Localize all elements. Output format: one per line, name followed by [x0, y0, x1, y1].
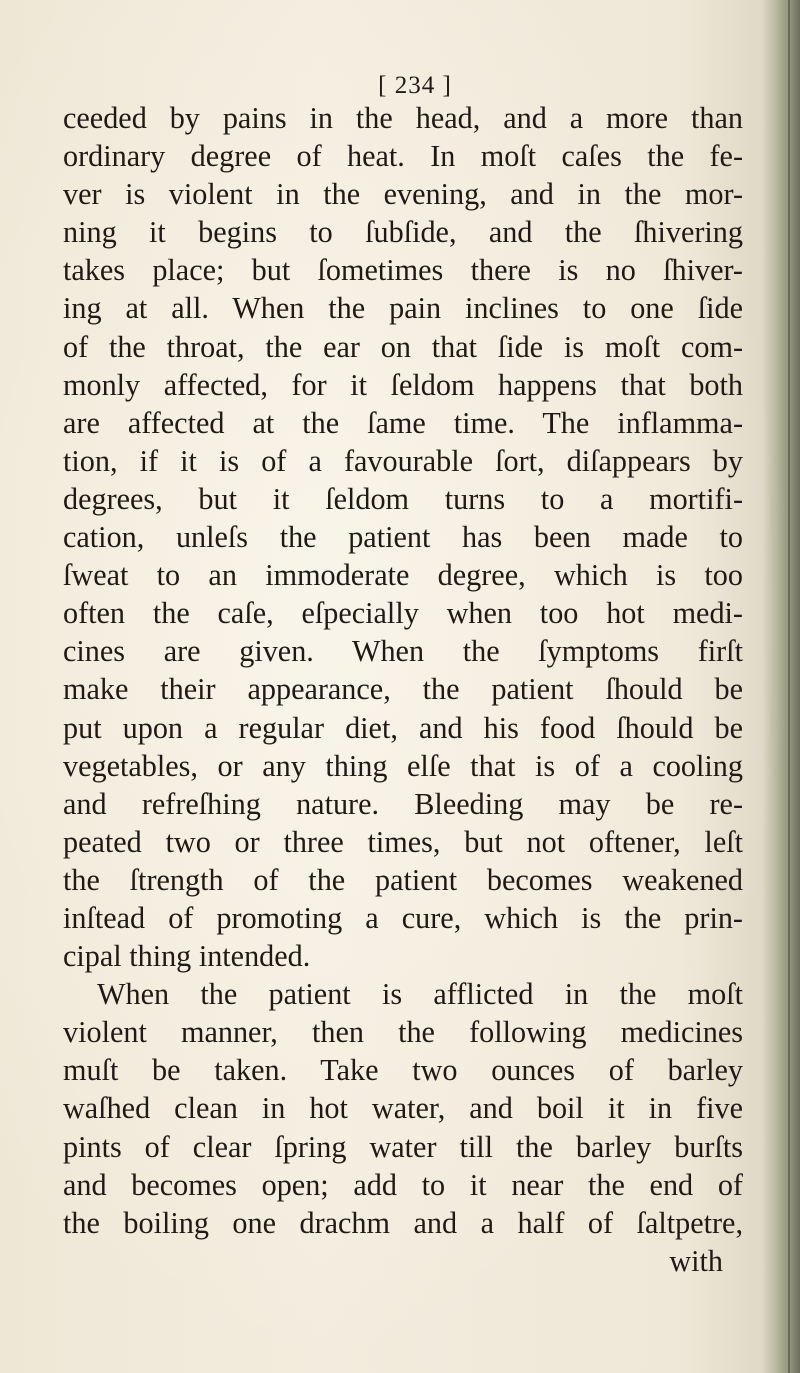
text-line: ceeded by pains in the head, and a more than: [63, 101, 743, 135]
text-line: of the throat, the ear on that ſide is moſt com-: [63, 329, 743, 364]
text-line: put upon a regular diet, and his food ſhould be: [63, 710, 743, 745]
text-line: violent manner, then the following medicines: [63, 1015, 743, 1050]
text-line: monly affected, for it ſeldom happens that both: [63, 367, 743, 402]
text-line: vegetables, or any thing elſe that is of a cooling: [63, 748, 743, 783]
text-line: cation, unleſs the patient has been made to: [63, 520, 743, 555]
text-line: cipal thing intended.: [63, 939, 311, 974]
text-line: takes place; but ſometimes there is no ſhiver-: [63, 253, 743, 288]
text-line: and becomes open; add to it near the end of: [63, 1167, 743, 1202]
text-line: ing at all. When the pain inclines to one ſide: [63, 291, 743, 326]
text-line: ver is violent in the evening, and in the mor-: [63, 177, 743, 212]
catchword: with: [669, 1243, 723, 1278]
text-line: inſtead of promoting a cure, which is the prin-: [63, 900, 743, 935]
page-number: [ 234 ]: [378, 72, 452, 99]
text-line: the ſtrength of the patient becomes weakened: [63, 862, 743, 897]
text-line: and refreſhing nature. Bleeding may be re-: [63, 786, 743, 821]
text-line: ordinary degree of heat. In moſt caſes the fe-: [63, 139, 743, 174]
body-text: [63, 99, 743, 1280]
text-line: make their appearance, the patient ſhould be: [63, 672, 743, 707]
text-line: are affected at the ſame time. The inflamma-: [63, 405, 743, 440]
text-line: muſt be taken. Take two ounces of barley: [63, 1053, 743, 1088]
text-line: ſweat to an immoderate degree, which is too: [63, 558, 743, 593]
page-binding-line: [788, 0, 790, 1373]
text-line: waſhed clean in hot water, and boil it in five: [63, 1091, 743, 1126]
text-line: cines are given. When the ſymptoms firſt: [63, 634, 743, 669]
text-line: the boiling one drachm and a half of ſaltpetre,: [63, 1205, 743, 1240]
text-line: tion, if it is of a favourable ſort, diſappears by: [63, 443, 743, 478]
page-header: [0, 72, 760, 100]
text-line: pints of clear ſpring water till the barley burſts: [63, 1129, 743, 1164]
text-line: often the caſe, eſpecially when too hot medi-: [63, 596, 743, 631]
text-line: ning it begins to ſubſide, and the ſhivering: [63, 215, 743, 250]
text-line: degrees, but it ſeldom turns to a mortifi-: [63, 481, 743, 516]
text-line: peated two or three times, but not oftener, leſt: [63, 824, 743, 859]
text-line: When the patient is afflicted in the moſt: [97, 977, 743, 1012]
page-edge-shadow: [762, 0, 800, 1373]
